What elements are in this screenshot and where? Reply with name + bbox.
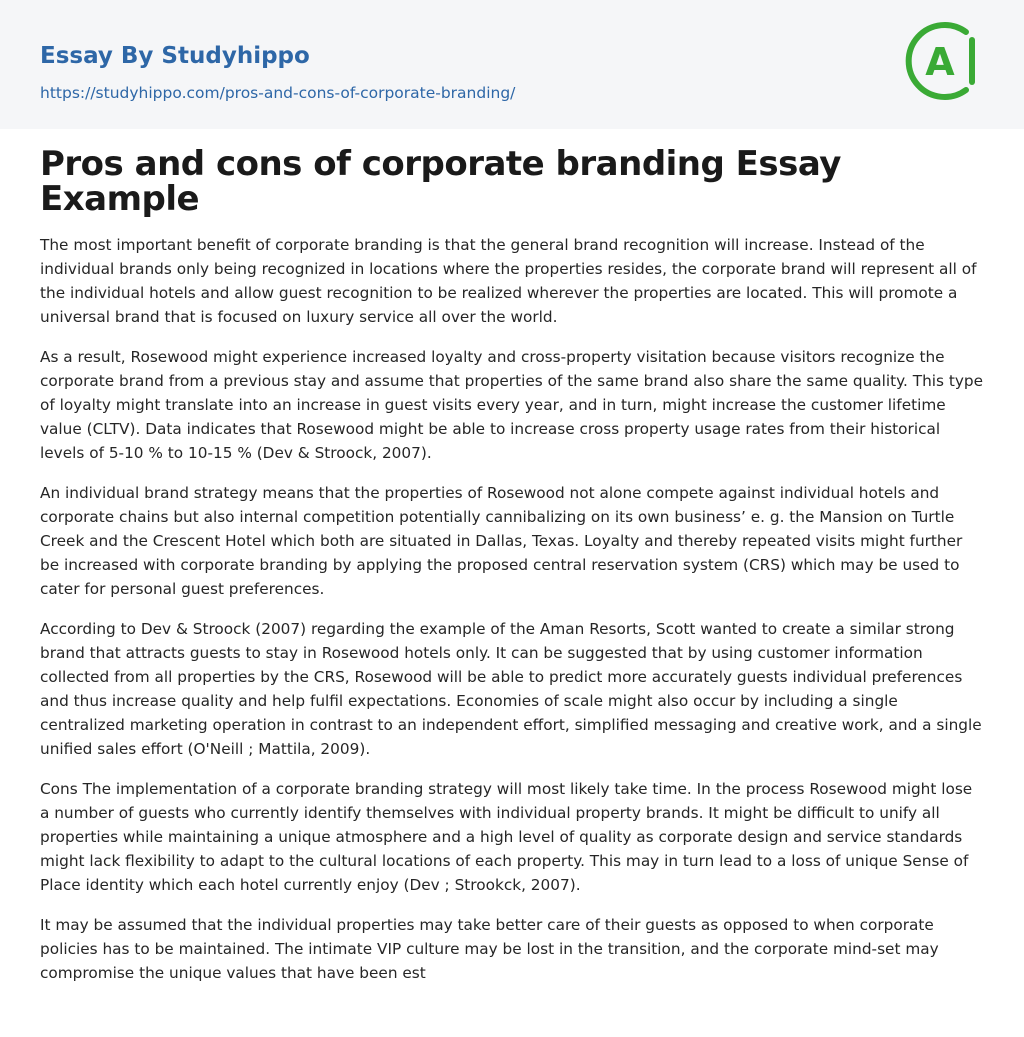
article-title: Pros and cons of corporate branding Essay Example — [40, 144, 841, 219]
studyhippo-logo-icon[interactable] — [900, 18, 986, 104]
page-url-link[interactable]: https://studyhippo.com/pros-and-cons-of-corporate-branding/ — [40, 84, 516, 102]
article-paragraph: An individual brand strategy means that the properties of Rosewood not alone compete against individual hotels and corporate chains but also internal competition potentially cannibalizing on its own business’ e. g. the Mansion on Turtle Creek and the Crescent Hotel which both are situated in Dallas, Texas. Loyalty and thereby repeated visits might further be increased with corporate branding by applying the proposed central reservation system (CRS) which may be used to cater for personal guest preferences. — [40, 484, 963, 598]
article-paragraph: Cons The implementation of a corporate branding strategy will most likely take time. In the process Rosewood might lose a number of guests who currently identify themselves with individual property brands. It might be difficult to unify all properties while maintaining a unique atmosphere and a high level of quality as corporate design and service standards might lack flexibility to adapt to the cultural locations of each property. This may in turn lead to a loss of unique Sense of Place identity which each hotel currently enjoy (Dev ; Strookck, 2007). — [40, 780, 973, 894]
article — [0, 129, 1024, 985]
site-header — [0, 0, 1024, 129]
article-paragraph: It may be assumed that the individual properties may take better care of their guests as opposed to when corporate policies has to be maintained. The intimate VIP culture may be lost in the transition, and the corporate mind-set may compromise the unique values that have been est — [40, 916, 939, 982]
article-paragraph: According to Dev & Stroock (2007) regarding the example of the Aman Resorts, Scott wanted to create a similar strong brand that attracts guests to stay in Rosewood hotels only. It can be suggested that by using customer information collected from all properties by the CRS, Rosewood will be able to predict more accurately guests individual preferences and thus increase quality and help fulfil expectations. Economies of scale might also occur by including a single centralized marketing operation in contrast to an independent effort, simplified messaging and creative work, and a single unified sales effort (O'Neill ; Mattila, 2009). — [40, 620, 982, 758]
site-title[interactable]: Essay By Studyhippo — [40, 43, 310, 69]
logo-letter: A — [925, 40, 955, 84]
article-paragraph: The most important benefit of corporate branding is that the general brand recognition will increase. Instead of the individual brands only being recognized in locations where the properties resides, the corporate brand will represent all of the individual hotels and allow guest recognition to be realized wherever the properties are located. This will promote a universal brand that is focused on luxury service all over the world. — [40, 236, 977, 326]
article-paragraph: As a result, Rosewood might experience increased loyalty and cross-property visitation because visitors recognize the corporate brand from a previous stay and assume that properties of the same brand also share the same quality. This type of loyalty might translate into an increase in guest visits every year, and in turn, might increase the customer lifetime value (CLTV). Data indicates that Rosewood might be able to increase cross property usage rates from their historical levels of 5-10 % to 10-15 % (Dev & Stroock, 2007). — [40, 348, 984, 462]
